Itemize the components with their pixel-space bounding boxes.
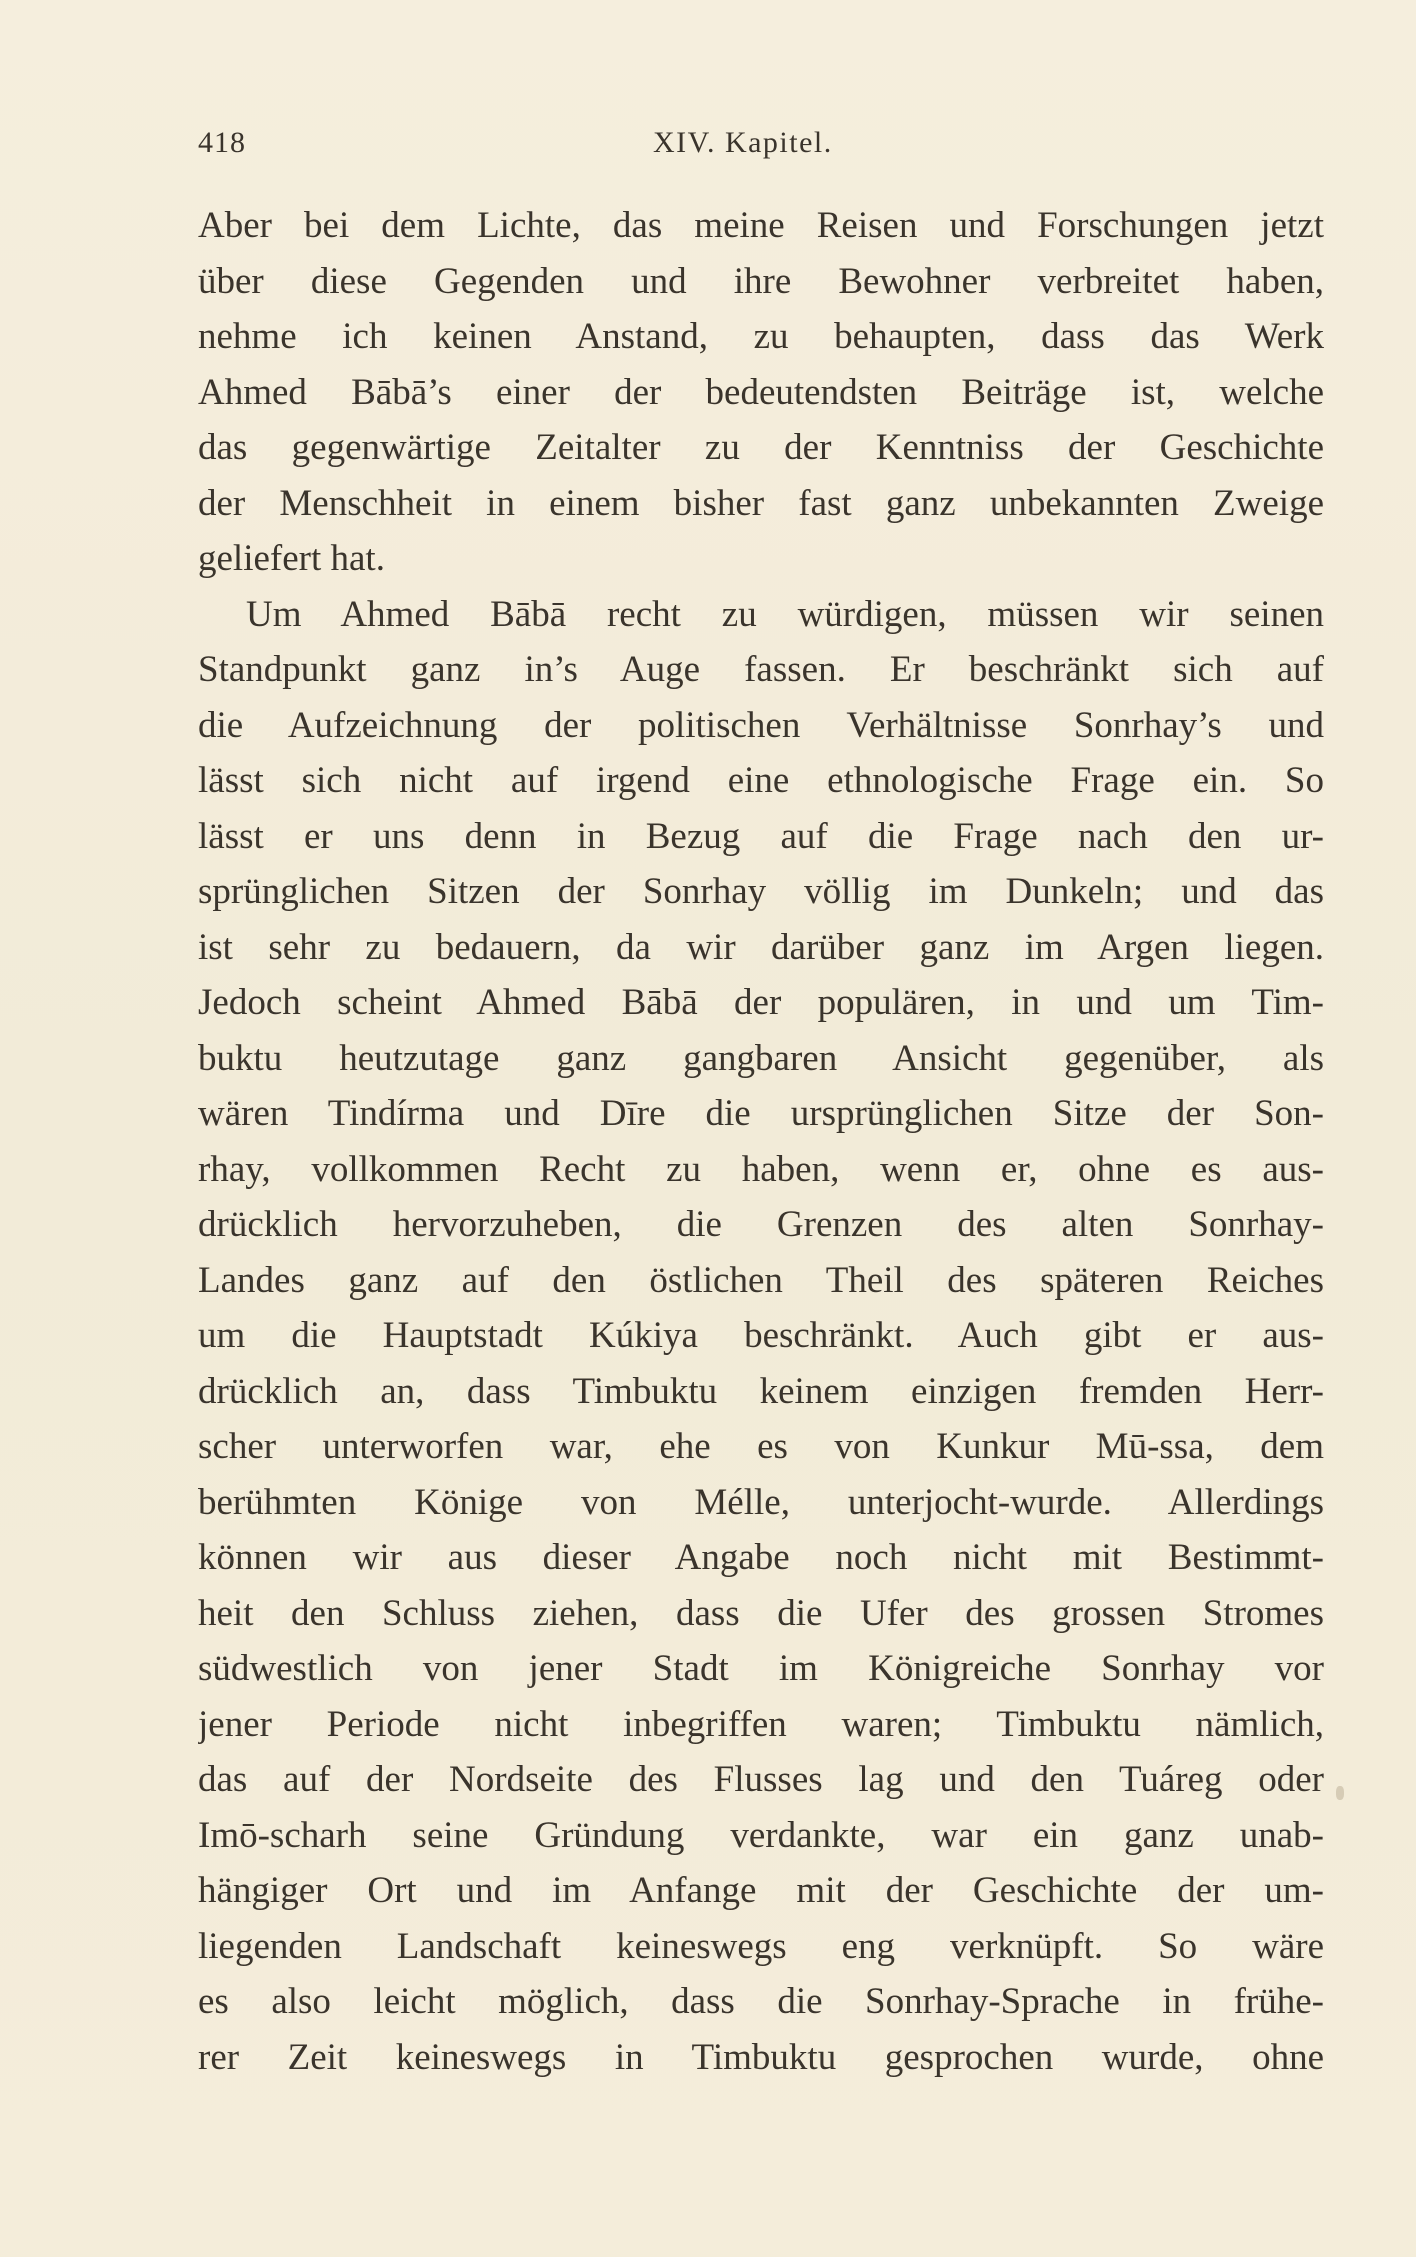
text-line: hängiger Ort und im Anfange mit der Geschichte der um- <box>198 1870 1324 1911</box>
text-line: Aber bei dem Lichte, das meine Reisen und Forschungen jetzt <box>198 205 1324 246</box>
text-line: jener Periode nicht inbegriffen waren; Timbuktu nämlich, <box>198 1703 1324 1745</box>
text-line: Standpunkt ganz in’s Auge fassen. Er beschränkt sich auf <box>198 649 1324 690</box>
text-line: ist sehr zu bedauern, da wir darüber ganz im Argen liegen. <box>198 926 1324 968</box>
text-line: der Menschheit in einem bisher fast ganz unbekannten Zweige <box>198 482 1324 524</box>
text-line: Imō-scharh seine Gründung verdankte, war ein ganz unab- <box>198 1814 1324 1856</box>
text-line: heit den Schluss ziehen, dass die Ufer des grossen Stromes <box>198 1592 1324 1634</box>
page-number: 418 <box>198 126 246 159</box>
text-line: die Aufzeichnung der politischen Verhältnisse Sonrhay’s und <box>198 704 1324 746</box>
text-line: geliefert hat. <box>198 538 385 579</box>
text-line: liegenden Landschaft keineswegs eng verknüpft. So wäre <box>198 1925 1324 1967</box>
text-line: buktu heutzutage ganz gangbaren Ansicht gegenüber, als <box>198 1037 1324 1079</box>
text-line: drücklich an, dass Timbuktu keinem einzigen fremden Herr- <box>198 1370 1324 1412</box>
text-line: drücklich hervorzuheben, die Grenzen des alten Sonrhay- <box>198 1204 1324 1245</box>
text-line: rer Zeit keineswegs in Timbuktu gesprochen wurde, ohne <box>198 2036 1324 2078</box>
text-line: südwestlich von jener Stadt im Königreiche Sonrhay vor <box>198 1648 1324 1689</box>
text-line: das auf der Nordseite des Flusses lag und den Tuáreg oder <box>198 1759 1324 1800</box>
paper-stain <box>1336 1786 1344 1800</box>
text-line: das gegenwärtige Zeitalter zu der Kenntniss der Geschichte <box>198 427 1324 468</box>
text-line: scher unterworfen war, ehe es von Kunkur Mū-ssa, dem <box>198 1426 1324 1467</box>
text-line: lässt er uns denn in Bezug auf die Frage nach den ur- <box>198 815 1324 857</box>
text-line: berühmten Könige von Mélle, unterjocht-wurde. Allerdings <box>198 1481 1324 1523</box>
running-head: XIV. Kapitel. <box>653 126 833 159</box>
page-header <box>198 126 1324 170</box>
text-line: Landes ganz auf den östlichen Theil des späteren Reiches <box>198 1259 1324 1301</box>
text-line: sprünglichen Sitzen der Sonrhay völlig im Dunkeln; und das <box>198 871 1324 912</box>
text-line: um die Hauptstadt Kúkiya beschränkt. Auch gibt er aus- <box>198 1315 1324 1356</box>
text-line: es also leicht möglich, dass die Sonrhay-Sprache in frühe- <box>198 1981 1324 2022</box>
text-line: über diese Gegenden und ihre Bewohner verbreitet haben, <box>198 260 1324 302</box>
text-line: können wir aus dieser Angabe noch nicht mit Bestimmt- <box>198 1537 1324 1578</box>
body-text <box>198 198 1324 2085</box>
text-line: nehme ich keinen Anstand, zu behaupten, dass das Werk <box>198 316 1324 357</box>
text-line: Um Ahmed Bābā recht zu würdigen, müssen wir seinen <box>246 593 1324 635</box>
text-line: Jedoch scheint Ahmed Bābā der populären, in und um Tim- <box>198 982 1324 1023</box>
text-line: wären Tindírma und Dīre die ursprünglichen Sitze der Son- <box>198 1093 1324 1134</box>
text-line: lässt sich nicht auf irgend eine ethnologische Frage ein. So <box>198 760 1324 801</box>
text-line: Ahmed Bābā’s einer der bedeutendsten Beiträge ist, welche <box>198 371 1324 413</box>
text-line: rhay, vollkommen Recht zu haben, wenn er, ohne es aus- <box>198 1148 1324 1190</box>
